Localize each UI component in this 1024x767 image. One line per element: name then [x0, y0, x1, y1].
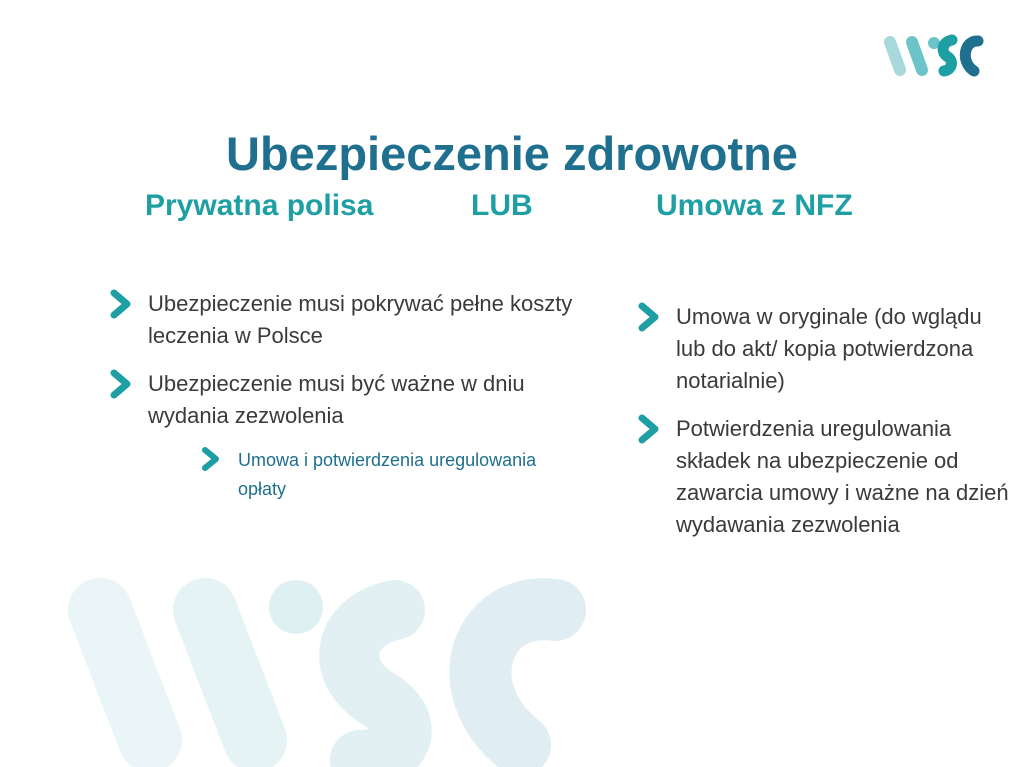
chevron-right-icon	[636, 414, 662, 444]
chevron-right-icon	[636, 302, 662, 332]
list-item	[636, 413, 1016, 541]
list-item-text: Ubezpieczenie musi pokrywać pełne koszty leczenia w Polsce	[148, 291, 573, 348]
chevron-right-icon	[108, 289, 134, 319]
sub-list-item-text: Umowa i potwierdzenia uregulowania opłaty	[238, 450, 537, 499]
chevron-right-icon	[200, 446, 222, 472]
list-item-text: Umowa w oryginale (do wglądu lub do akt/ kopia potwierdzona notarialnie)	[676, 304, 982, 393]
left-column	[108, 288, 588, 504]
chevron-right-icon	[108, 369, 134, 399]
list-item-text: Potwierdzenia uregulowania składek na ubezpieczenie od zawarcia umowy i ważne na dzień wydawania zezwolenia	[676, 416, 1009, 537]
list-item	[636, 301, 1016, 397]
list-item	[108, 368, 588, 432]
slide-title: Ubezpieczenie zdrowotne	[226, 127, 798, 180]
right-column	[636, 301, 1016, 541]
subtitle-or: LUB	[471, 189, 533, 222]
subtitle-nfz-agreement: Umowa z NFZ	[656, 189, 853, 222]
list-item-text: Ubezpieczenie musi być ważne w dniu wydania zezwolenia	[148, 371, 525, 428]
subtitle-private-policy: Prywatna polisa	[145, 189, 374, 222]
wsc-logo-icon	[878, 28, 988, 84]
list-item	[108, 288, 588, 352]
sub-list-item	[200, 446, 588, 504]
